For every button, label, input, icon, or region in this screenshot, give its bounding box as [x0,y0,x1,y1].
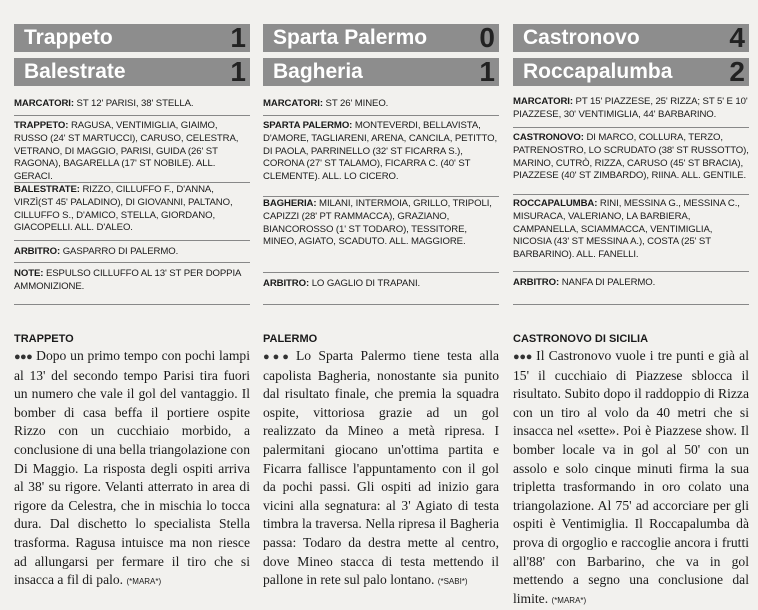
divider [513,304,749,305]
bullet-dots: ●●● [513,351,533,363]
divider [263,304,499,305]
home-goals: 1 [230,22,246,53]
home-lineup: SPARTA PALERMO: MONTEVERDI, BELLAVISTA, D'AMORE, TAGLIARENI, ARENA, CANCILA, PETITTO, DI PAOLA, PARRINELLO (32' ST FICARRA S.), CORONA (27' ST TALAMO), FICARRA C. (40' ST CLEMENTE). ALL. LO CICERO. [263,120,498,183]
home-lineup: CASTRONOVO: DI MARCO, COLLURA, TERZO, PATRENOSTRO, LO SCRUDATO (38' ST RUSSOTTO), MARINO, CUTRÒ, RIZZA, CARUSO (45' ST BRACIA), PIAZZESE (40' ST ZIMBARDO), RIINA. ALL. GENTILE. [513,132,749,182]
away-score-bar [263,58,499,86]
divider [14,115,250,116]
divider [14,240,250,241]
scorers: MARCATORI: ST 26' MINEO. [263,98,389,109]
away-goals: 1 [230,56,246,87]
bullet-dots: ●●● [14,351,33,363]
match-report [263,332,499,592]
match-report [513,332,749,610]
away-team-name: Balestrate [24,60,126,83]
divider [14,182,250,183]
away-lineup: BALESTRATE: RIZZO, CILLUFFO F., D'ANNA, VIRZÌ(ST 45' PALADINO), DI GIOVANNI, PALTANO, CILLUFFO S., D'AMICO, STELLA, GIORDANO, GIACOPELLI. ALL. D'ALEO. [14,184,233,234]
report-body: Il Castronovo vuole i tre punti e già al 15' il cucchiaio di Piazzese sblocca il risultato. Subito dopo il raddoppio di Rizza con un tiro al volo da 40 metri che si insacca nel «sette». Poi è Piazzese show. Il bomber locale va in gol al 50' con un assolo e solo cinque minuti firma la sua tripletta trasformando in oro colato una triangolazione. Al 75' ad accorciare per gli ospiti è Ventimiglia. Il Roccapalumba dà prova di orgoglio e raccoglie ancora i frutti all'88' con Barbarino, che va in gol mettendo a segno una conclusione dal limite. [513,348,749,606]
author-signature: (*SABI*) [437,577,468,587]
referee: ARBITRO: LO GAGLIO DI TRAPANI. [263,278,421,289]
report-body: Dopo un primo tempo con pochi lampi al 13' del secondo tempo Parisi tira fuori un numero che vale il gol del vantaggio. Il bomber di casa beffa il portiere ospite Rizzo con un cucchiaio morbido, a conclusione di una bella triangolazione con Di Maggio. La risposta degli ospiti arriva al 38' su rigore. Velanti atterrato in area di rigore da Celestra, che in mischia lo tocca dura. Dal dischetto lo specialista Stella trasforma. Ragusa intuisce ma non riesce ad allungarsi per fermare il tiro che si insacca a fil di palo. [14,348,250,588]
report-body: Lo Sparta Palermo tiene testa alla capolista Bagheria, nonostante sia punito dal risultato finale, che premia la squadra ospite, vittoriosa grazie ad un gol realizzato da Mineo a metà ripresa. I palermitani giocano un'ottima partita e Ficarra fallisce l'appuntamento con il gol da pochi passi. Gli ospiti ad inizio gara vicini alla segnatura: al 3' Agiato di testa timbra la traversa. Nella ripresa il Bagheria passa: Todaro da destra mette al centro, dove Mineo stacca di testa mettendo il pallone in rete sul palo lontano. [263,348,499,588]
home-goals: 0 [479,22,495,53]
away-lineup: ROCCAPALUMBA: RINI, MESSINA G., MESSINA C., MISURACA, VALERIANO, LA BARBIERA, CAMPANELLA, SCIAMMACCA, VENTIMIGLIA, NICOSIA (43' ST MESSINA A.), COSTA (25' ST BARBARINO). ALL. FANELLI. [513,198,740,261]
author-signature: (*MARA*) [551,595,587,605]
home-score-bar [513,24,749,52]
divider [513,271,749,272]
divider [14,262,250,263]
away-team-name: Roccapalumba [523,60,673,83]
divider [513,127,749,128]
home-goals: 4 [729,22,745,53]
match-report [14,332,250,592]
home-team-name: Castronovo [523,26,640,49]
divider [513,194,749,195]
notes: NOTE: ESPULSO CILLUFFO AL 13' ST PER DOPPIA AMMONIZIONE. [14,268,241,292]
home-score-bar [263,24,499,52]
bullet-dots: ●●● [263,351,292,363]
dateline: TRAPPETO [14,333,74,345]
scorers: MARCATORI: ST 12' PARISI, 38' STELLA. [14,98,194,109]
home-lineup: TRAPPETO: RAGUSA, VENTIMIGLIA, GIAIMO, RUSSO (24' ST MARTUCCI), CARUSO, CELESTRA, VETRANO, DI MAGGIO, PARISI, GUIDA (26' ST RAGONA), BAGARELLA (17' ST NOBILE). ALL. GERACI. [14,120,239,183]
divider [14,304,250,305]
home-team-name: Sparta Palermo [273,26,428,49]
away-lineup: BAGHERIA: MILANI, INTERMOIA, GRILLO, TRIPOLI, CAPIZZI (28' PT RAMMACCA), GRAZIANO, BIANCOROSSO (1' ST TODARO), TESSITORE, MINEO, AGIATO, SCADUTO. ALL. MAGGIORE. [263,198,492,248]
home-score-bar [14,24,250,52]
referee: ARBITRO: NANFA DI PALERMO. [513,277,656,288]
match-column-trappeto [14,0,250,600]
dateline: CASTRONOVO DI SICILIA [513,333,649,345]
scorers: MARCATORI: PT 15' PIAZZESE, 25' RIZZA; ST 5' E 10' PIAZZESE, 30' VENTIMIGLIA, 44' BARBARINO. [513,96,748,120]
home-team-name: Trappeto [24,26,113,49]
referee: ARBITRO: GASPARRO DI PALERMO. [14,246,179,257]
away-team-name: Bagheria [273,60,363,83]
away-score-bar [513,58,749,86]
match-column-sparta-palermo [263,0,499,600]
away-score-bar [14,58,250,86]
dateline: PALERMO [263,333,318,345]
match-column-castronovo [513,0,749,606]
divider [263,272,499,273]
divider [263,115,499,116]
away-goals: 1 [479,56,495,87]
author-signature: (*MARA*) [126,577,162,587]
away-goals: 2 [729,56,745,87]
divider [263,196,499,197]
